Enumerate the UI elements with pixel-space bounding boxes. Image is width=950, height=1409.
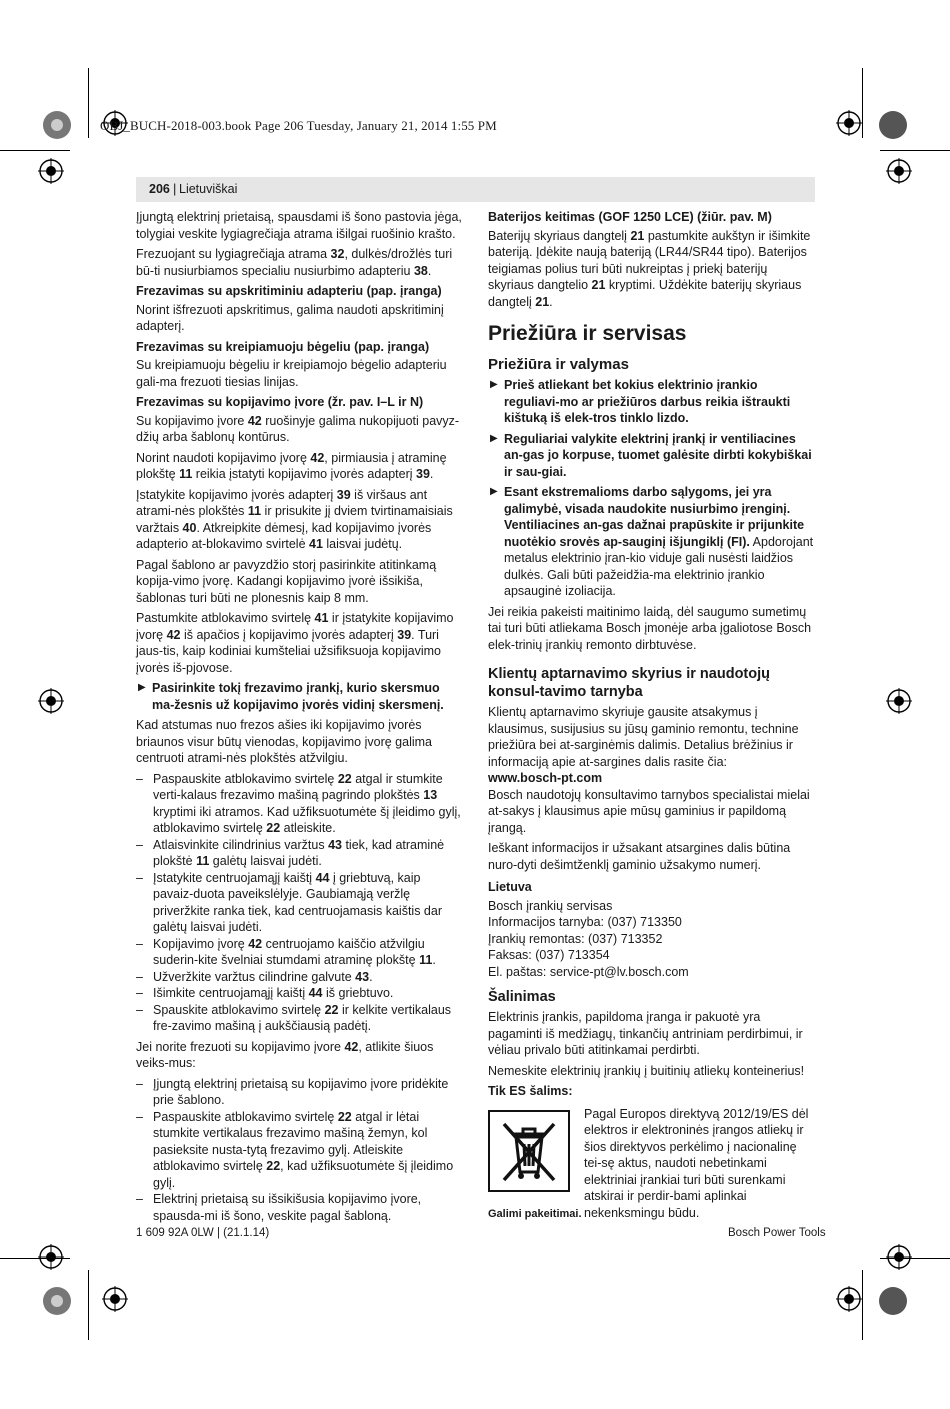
weee-text: Pagal Europos direktyvą 2012/19/ES dėl elektros ir elektroninės įrangos atliekų ir šios direktyvos perkėlimo į nacionalinę tei-sę aktus, naudoti nebetinkami elektriniai įrankiai turi būti surenkami atskirai ir perdir-bami aplinkai nekenksmingu būdu. [584, 1106, 809, 1220]
paragraph: Įstatykite kopijavimo įvorės adapterį 39 iš viršaus ant atrami-nės plokštės 11 ir prisukite jį dviem tvirtinamaisiais varžtais 40. Atkreipkite dėmesį, kad kopijavimo įvorės adapterio at-blokavimo svirtelė 41 laisvai judėtų. [136, 487, 453, 551]
crop-mark [862, 68, 863, 138]
dash-bullet: – [136, 969, 143, 984]
list-item: – Elektrinį prietaisą su išsikišusia kopijavimo įvore, spausda-mi iš šono, veskite pagal šabloną. [136, 1192, 422, 1223]
paragraph: Nemeskite elektrinių įrankių į buitinių atliekų konteinerius! [488, 1063, 805, 1078]
crop-mark [88, 1270, 89, 1340]
registration-mark-icon [38, 158, 64, 184]
paragraph: Kad atstumas nuo frezos ašies iki kopijavimo įvorės briaunos visur būtų vienodas, kopijavimo įvorę galima centruoti atrami-nės plokštės atžvilgiu. [136, 718, 432, 765]
list-item: – Atlaisvinkite cilindrinius varžtus 43 tiek, kad atraminė plokštė 11 galėtų laisvai judėti. [136, 837, 445, 868]
section-heading: Frezavimas su kopijavimo įvore (žr. pav. I–L ir N) [136, 395, 424, 409]
section-title: Priežiūra ir valymas [488, 356, 629, 373]
warning-bullet: ▶ Pasirinkite tokį frezavimo įrankį, kurio skersmuo ma-žesnis už kopijavimo įvorės vidinį skersmenį. [138, 681, 444, 712]
triangle-bullet-icon: ▶ [490, 486, 498, 497]
warning-bullet: ▶ Prieš atliekant bet kokius elektrinio įrankio reguliavi-mo ar priežiūros darbus reikia ištraukti kištuką iš elek-tros tinklo lizdo. [490, 378, 791, 425]
section-title: Šalinimas [488, 989, 556, 1005]
paragraph: Ieškant informacijos ir užsakant atsargines dalis būtina nuro-dyti dešimtženklį gaminio užsakymo numerį. [488, 841, 791, 872]
footer-brand: Bosch Power Tools [728, 1227, 826, 1239]
paragraph: Klientų aptarnavimo skyriuje gausite atsakymus į klausimus, susijusius su jūsų gaminio remontu, technine priežiūra bei at-sarginėmis dalimis. Detalius brėžinius ir informaciją apie at-sargines dalis rasite čia: [488, 705, 799, 769]
warning-bullet: ▶ Esant ekstremalioms darbo sąlygoms, jei yra galimybė, visada naudokite nusiurbimo įrenginį. Ventiliacines an-gas dažnai prapūskite ir prijunkite nuotėkio srovės ap-sauginį išjungiklį (FI). Apdorojant metalus elektrinio įran-kio viduje gali nusėsti laidžios dulkės. Gali būti pažeidžia-ma elektrinio įrankio apsauginė izoliacija. [490, 485, 814, 598]
dash-bullet: – [136, 870, 143, 885]
paragraph: Su kopijavimo įvore 42 ruošinyje galima nukopijuoti pavyz-džių arba šablonų kontūrus. [136, 413, 460, 444]
dash-bullet: – [136, 837, 143, 852]
dash-bullet: – [136, 1076, 143, 1091]
paragraph: Jei norite frezuoti su kopijavimo įvore 42, atlikite šiuos veiks-mus: [136, 1039, 434, 1070]
dash-bullet: – [136, 771, 143, 786]
paragraph: Norint išfrezuoti apskritimus, galima naudoti apskritiminį adapterį. [136, 302, 444, 333]
language-label: Lietuviškai [179, 182, 238, 196]
contact-line: Įrankių remontas: (037) 713352 [488, 931, 663, 946]
paragraph: Įjungtą elektrinį prietaisą, spausdami iš šono pastovia jėga, tolygiai veskite lygiagrečiąja atrama išilgai ruošinio krašto. [136, 210, 462, 241]
paragraph: Jei reikia pakeisti maitinimo laidą, dėl saugumo sumetimų tai turi būti atliekama Bosch įmonėje arba įgaliotose Bosch elek-trinių įrankių remonto dirbtuvėse. [488, 604, 812, 652]
triangle-bullet-icon: ▶ [490, 379, 498, 390]
right-column [488, 209, 816, 1222]
paragraph: Baterijų skyriaus dangtelį 21 pastumkite aukštyn ir išimkite bateriją. Įdėkite naują bateriją (LR44/SR44 tipo). Baterijos teigiamas polius turi būti nukreiptas į priekį baterijų skyriaus dangtelio 21 kryptimi. Uždėkite baterijų skyriaus dangtelį 21. [488, 228, 811, 309]
paragraph: Elektrinis įrankis, papildoma įranga ir pakuotė yra pagaminti iš medžiagų, tinkančių antriniam perdirbimui, ir vėliau privalo būti atitinkamai perdirbti. [488, 1010, 803, 1057]
paragraph: Pagal šablono ar pavyzdžio storį pasirinkite atitinkamą kopija-vimo įvorę. Kadangi kopijavimo įvorė išsikiša, šablonas turi būti ne plonesnis kaip 8 mm. [136, 557, 437, 605]
section-heading: Baterijos keitimas (GOF 1250 LCE) (žiūr. pav. M) [488, 210, 772, 224]
crossed-out-wheelie-bin-icon [490, 1112, 568, 1190]
color-wheel-mark-icon [42, 1286, 72, 1316]
contact-line: Bosch įrankių servisas [488, 898, 613, 913]
paragraph: Frezuojant su lygiagrečiąja atrama 32, dulkės/drožlės turi bū-ti nusiurbiamos specialiu nusiurbimo adapteriu 38. [136, 247, 453, 278]
section-heading: Tik ES šalims: [488, 1084, 573, 1098]
section-heading: Frezavimas su kreipiamuoju bėgeliu (pap. įranga) [136, 339, 430, 354]
country-heading: Lietuva [488, 880, 532, 894]
crop-mark [0, 150, 70, 151]
list-item: – Kopijavimo įvorę 42 centruojamo kaiščio atžvilgiu suderin-kite švelniai stumdami atraminę plokštę 11. [136, 936, 436, 967]
list-item: – Spauskite atblokavimo svirtelę 22 ir kelkite vertikalaus fre-zavimo mašiną į aukščiausią padėtį. [136, 1002, 452, 1033]
registration-mark-icon [886, 158, 912, 184]
registration-mark-icon [102, 1286, 128, 1312]
running-head [136, 177, 815, 202]
paragraph: Pastumkite atblokavimo svirtelę 41 ir įstatykite kopijavimo įvorę 42 iš apačios į kopijavimo įvorės adapterį 39. Turi jaus-tis, kaip kodiniai kumšteliai užsifiksuoja kopijavimo įvorės iš-pjovose. [136, 611, 454, 675]
changes-notice: Galimi pakeitimai. [488, 1207, 582, 1220]
dash-bullet: – [136, 1109, 143, 1124]
footer-doc-number: 1 609 92A 0LW | (21.1.14) [136, 1227, 270, 1239]
registration-mark-icon [886, 688, 912, 714]
contact-line: Informacijos tarnyba: (037) 713350 [488, 915, 682, 929]
section-title: Klientų aptarnavimo skyrius ir naudotojų konsul-tavimo tarnyba [488, 666, 770, 700]
color-wheel-mark-icon [42, 110, 72, 140]
color-wheel-mark-icon [878, 1286, 908, 1316]
registration-mark-icon [836, 110, 862, 136]
registration-mark-icon [886, 1244, 912, 1270]
step-list [136, 1076, 464, 1225]
dash-bullet: – [136, 1192, 143, 1206]
registration-mark-icon [836, 1286, 862, 1312]
page-number: 206 [149, 182, 170, 196]
chapter-title: Priežiūra ir servisas [488, 322, 687, 345]
printer-header: OBJ_BUCH-2018-003.book Page 206 Tuesday, January 21, 2014 1:55 PM [100, 118, 497, 133]
website-link[interactable]: www.bosch-pt.com [488, 771, 603, 785]
paragraph: Bosch naudotojų konsultavimo tarnybos specialistai mielai at-sakys į klausimus apie mūsų gaminius ir papildomą įrangą. [488, 787, 810, 835]
crop-mark [862, 1270, 863, 1340]
section-heading: Frezavimas su apskritiminiu adapteriu (pap. įranga) [136, 284, 442, 298]
dash-bullet: – [136, 936, 143, 951]
paragraph: Norint naudoti kopijavimo įvorę 42, pirmiausia į atraminę plokštę 11 reikia įstatyti kopijavimo įvorės adapterį 39. [136, 450, 447, 481]
dash-bullet: – [136, 986, 143, 1000]
crop-mark [880, 150, 950, 151]
list-item: – Įjungtą elektrinį prietaisą su kopijavimo įvore pridėkite prie šablono. [136, 1076, 449, 1107]
crop-mark [88, 68, 89, 138]
left-column [136, 209, 464, 1224]
paragraph: Su kreipiamuoju bėgeliu ir kreipiamojo bėgelio adapteriu gali-ma frezuoti tiesias linijas. [136, 358, 447, 389]
list-item: – Įstatykite centruojamąjį kaištį 44 į griebtuvą, kaip pavaiz-duota paveikslėlyje. Gaubiamąją veržlę priveržkite ranka tiek, kad centruojamasis kaištis dar galėtų laisvai judėti. [136, 870, 443, 934]
dash-bullet: – [136, 1002, 143, 1017]
contact-line: Faksas: (037) 713354 [488, 948, 610, 962]
warning-bullet: ▶ Reguliariai valykite elektrinį įrankį ir ventiliacines an-gas jo korpuse, tuomet galėsite dirbti kokybiškai ir sau-giai. [490, 431, 812, 479]
step-list [136, 771, 464, 1035]
triangle-bullet-icon: ▶ [490, 432, 498, 444]
separator: | [173, 181, 177, 196]
list-item: – Paspauskite atblokavimo svirtelę 22 atgal ir lėtai stumkite vertikalaus frezavimo mašiną žemyn, kol pasieksite nusta-tytą frezavimo gylį. Atleiskite atblokavimo svirtelę 22, kad užfiksuotumėte šį įleidimo gylį. [136, 1109, 454, 1190]
registration-mark-icon [38, 688, 64, 714]
contact-block [488, 898, 816, 981]
contact-line: El. paštas: service-pt@lv.bosch.com [488, 964, 689, 979]
triangle-bullet-icon: ▶ [138, 682, 146, 693]
list-item: – Paspauskite atblokavimo svirtelę 22 atgal ir stumkite verti-kalaus frezavimo mašiną pagrindo plokštės 13 kryptimi iki atramos. Kad užfiksuotumėte šį įleidimo gylį, atblokavimo svirtelę 22 atleiskite. [136, 771, 461, 835]
list-item: – Užveržkite varžtus cilindrine galvute 43. [136, 969, 373, 984]
registration-mark-icon [38, 1244, 64, 1270]
weee-symbol [488, 1110, 570, 1192]
list-item: – Išimkite centruojamąjį kaištį 44 iš griebtuvo. [136, 986, 394, 1000]
color-wheel-mark-icon [878, 110, 908, 140]
